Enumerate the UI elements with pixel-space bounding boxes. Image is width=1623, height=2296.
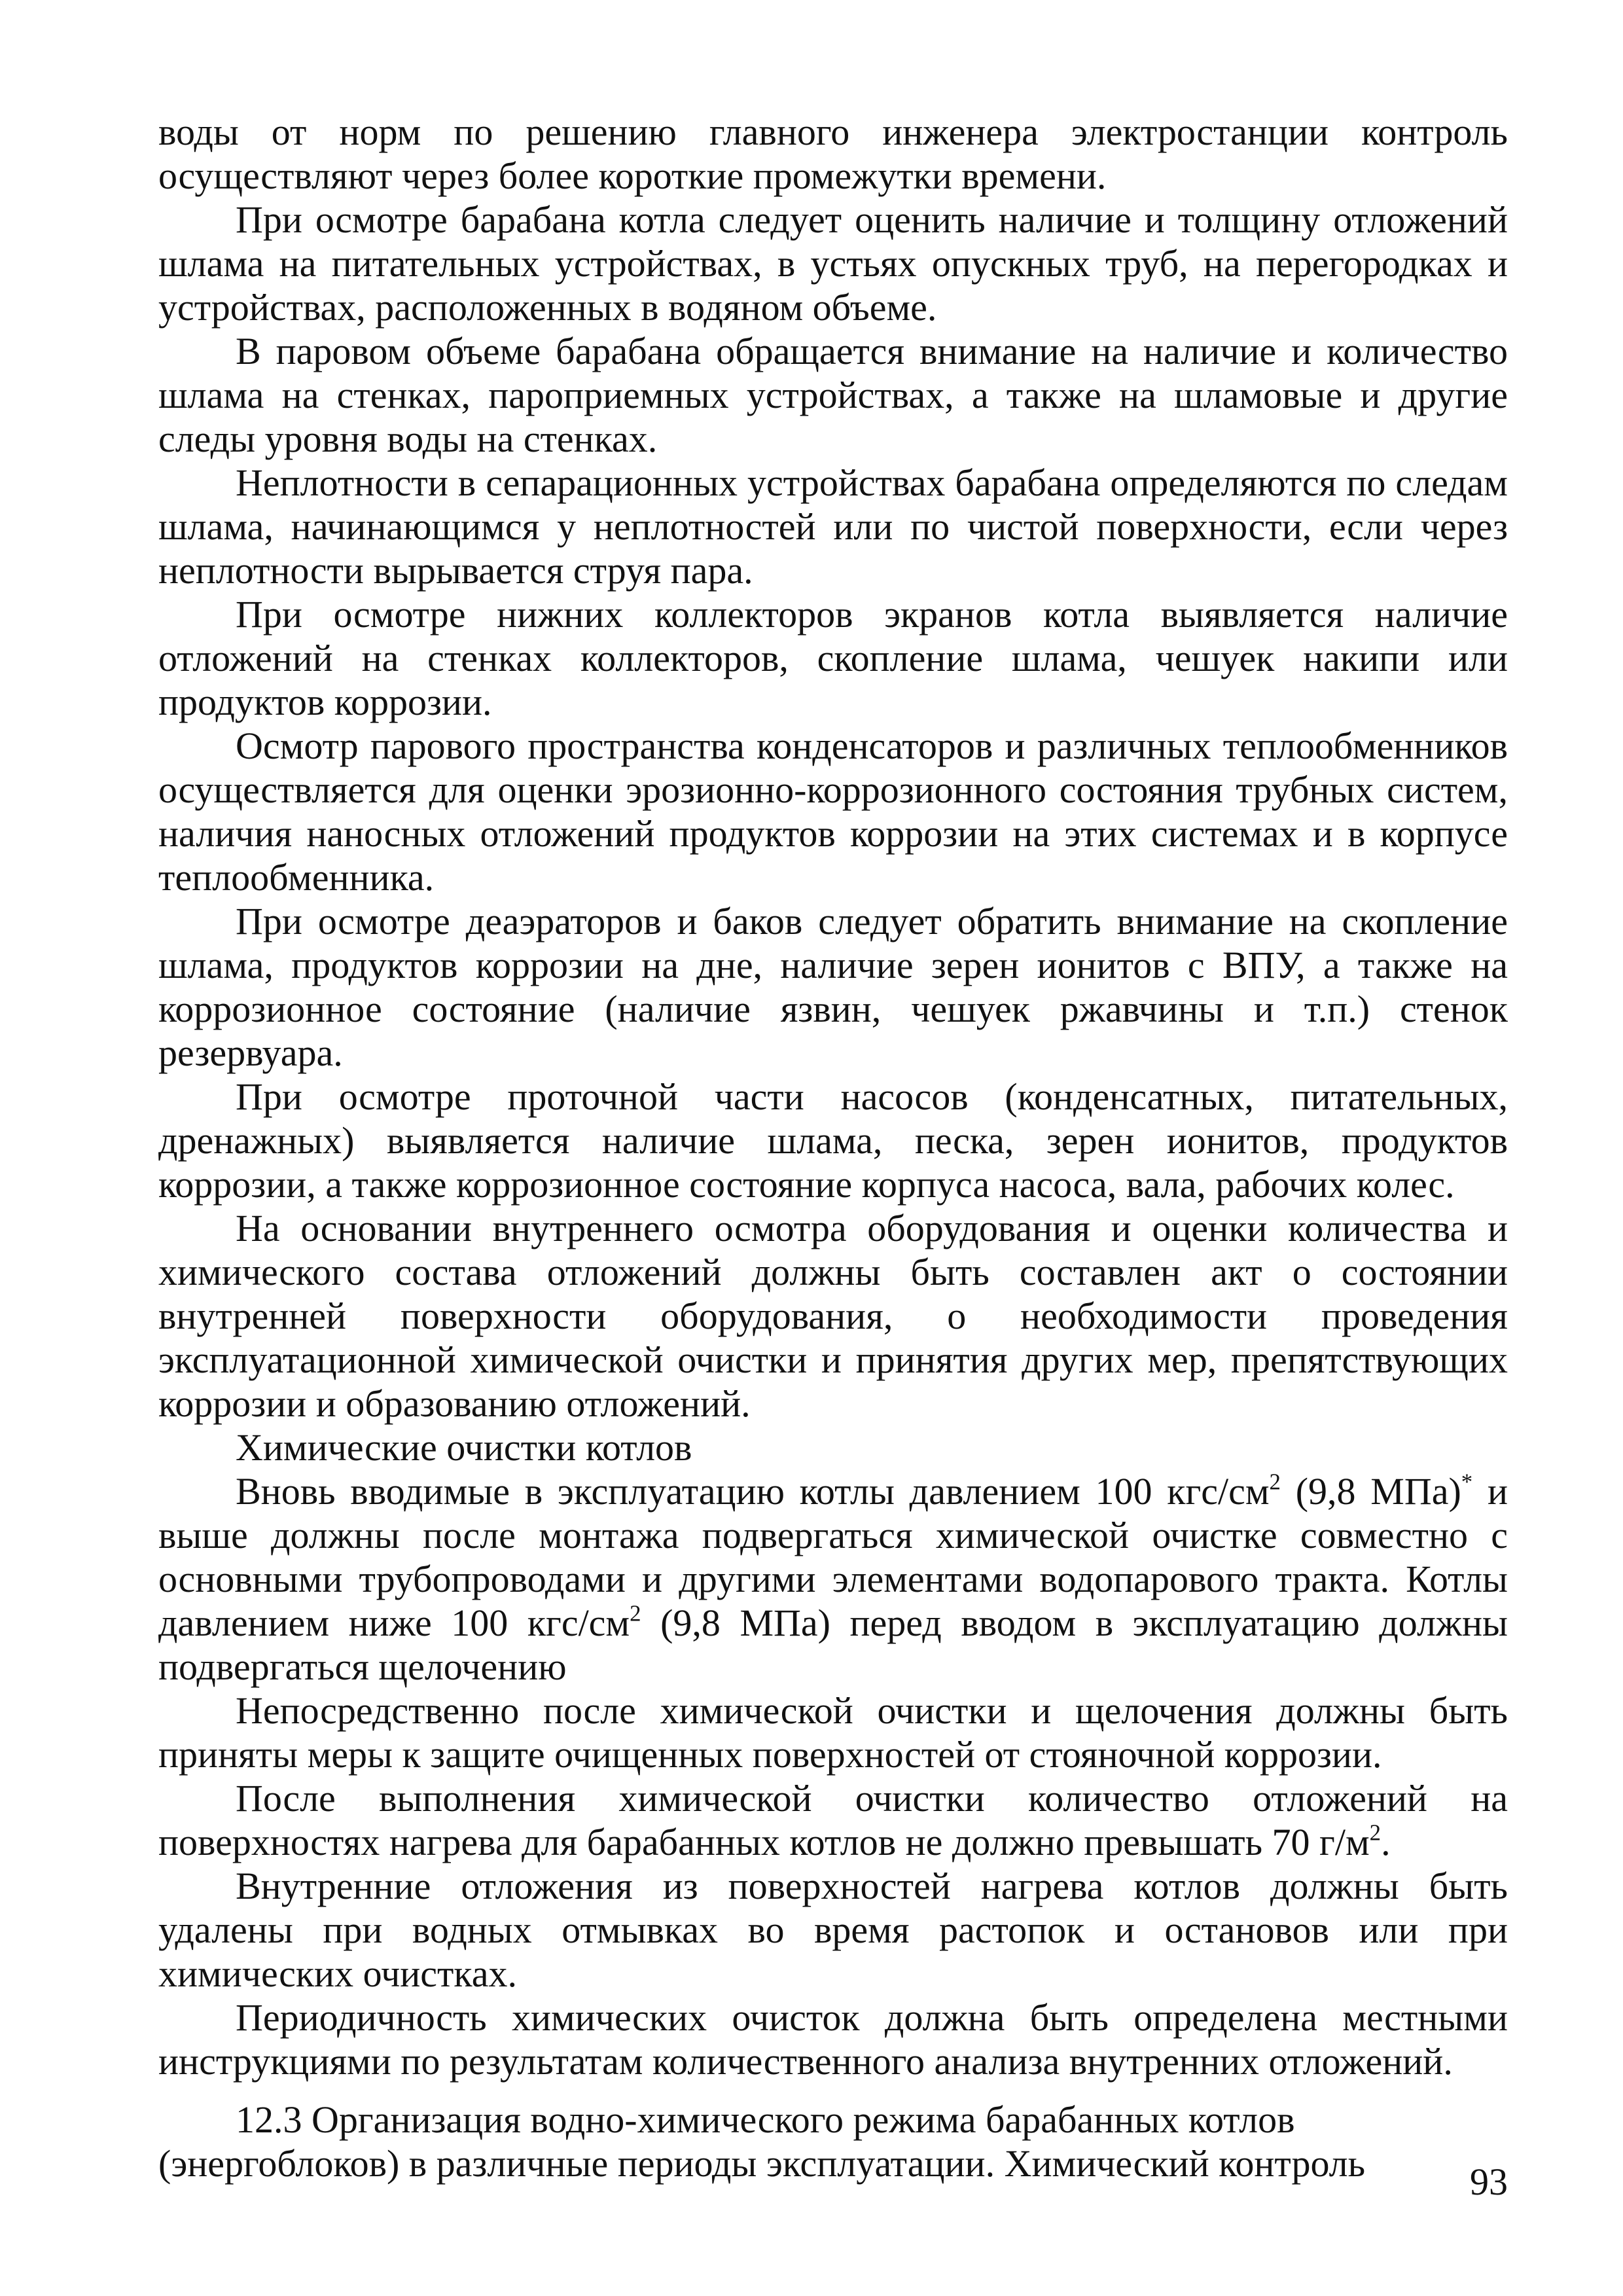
paragraph-steam-volume: В паровом объеме барабана обращается внимание на наличие и количество шлама на стенках, пароприемных устройствах, а также на шламовые и другие следы уровня воды на стенках.	[158, 330, 1508, 460]
page-number: 93	[1470, 2161, 1508, 2203]
paragraph-pumps: При осмотре проточной части насосов (конденсатных, питательных, дренажных) выявляется наличие шлама, песка, зерен ионитов, продуктов коррозии, а также коррозионное состояние корпуса насоса, вала, рабочих колес.	[158, 1075, 1508, 1206]
paragraph-separation-leaks: Неплотности в сепарационных устройствах барабана определяются по следам шлама, начинающимся у неплотностей или по чистой поверхности, если через неплотности вырывается струя пара.	[158, 461, 1508, 592]
paragraph-internal-deposits: Внутренние отложения из поверхностей нагрева котлов должны быть удалены при водных отмывках во время растопок и остановов или при химических очистках.	[158, 1865, 1508, 1995]
text-segment: (9,8 МПа)	[1280, 1470, 1461, 1513]
paragraph-after-cleaning: Непосредственно после химической очистки и щелочения должны быть приняты меры к защите очищенных поверхностей от стояночной коррозии.	[158, 1689, 1508, 1776]
paragraph-lower-headers: При осмотре нижних коллекторов экранов котла выявляется наличие отложений на стенках коллекторов, скопление шлама, чешуек накипи или продуктов коррозии.	[158, 593, 1508, 723]
text-segment: (9,8 МПа) перед вводом в эксплуатацию должны подвергаться щелочению	[158, 1602, 1508, 1688]
superscript: 2	[1369, 1820, 1382, 1846]
section-heading: 12.3 Организация водно-химического режима барабанных котлов (энергоблоков) в различные периоды эксплуатации. Химический контроль	[158, 2098, 1366, 2185]
paragraph-cleaning-frequency: Периодичность химических очисток должна быть определена местными инструкциями по результатам количественного анализа внутренних отложений.	[158, 1996, 1508, 2083]
paragraph-new-boilers	[158, 1469, 1508, 1689]
document-body	[158, 110, 1508, 2185]
footnote-mark: *	[1461, 1469, 1473, 1495]
superscript: 2	[1269, 1469, 1281, 1495]
paragraph-deaerators: При осмотре деаэраторов и баков следует обратить внимание на скопление шлама, продуктов коррозии на дне, наличие зерен ионитов с ВПУ, а также на коррозионное состояние (наличие язвин, чешуек ржавчины и т.п.) стенок резервуара.	[158, 900, 1508, 1074]
text-segment: .	[1381, 1821, 1391, 1863]
subheading-chemical-cleaning: Химические очистки котлов	[236, 1426, 692, 1469]
paragraph-condensers: Осмотр парового пространства конденсаторов и различных теплообменников осуществляется для оценки эрозионно-коррозионного состояния трубных систем, наличия наносных отложений продуктов коррозии на этих системах и в корпусе теплообменника.	[158, 725, 1508, 899]
text-segment: После выполнения химической очистки количество отложений на поверхностях нагрева для барабанных котлов не должно превышать 70 г/м	[158, 1777, 1508, 1863]
paragraph-continuation: воды от норм по решению главного инженера электростанции контроль осуществляют через более короткие промежутки времени.	[158, 111, 1508, 197]
paragraph-deposits-limit	[158, 1776, 1508, 1864]
text-segment: и выше должны после монтажа подвергаться химической очистке совместно с основными трубопроводами и другими элементами водопарового тракта. Котлы давлением ниже 100 кгс/см	[158, 1470, 1508, 1644]
paragraph-drum-inspection: При осмотре барабана котла следует оценить наличие и толщину отложений шлама на питательных устройствах, в устьях опускных труб, на перегородках и устройствах, расположенных в водяном объеме.	[158, 198, 1508, 329]
superscript: 2	[630, 1600, 641, 1626]
paragraph-inspection-act: На основании внутреннего осмотра оборудования и оценки количества и химического состава отложений должны быть составлен акт о состоянии внутренней поверхности оборудования, о необходимости проведения эксплуатационной химической очистки и принятия других мер, препятствующих коррозии и образованию отложений.	[158, 1207, 1508, 1425]
text-segment: Вновь вводимые в эксплуатацию котлы давлением 100 кгс/см	[236, 1470, 1270, 1513]
